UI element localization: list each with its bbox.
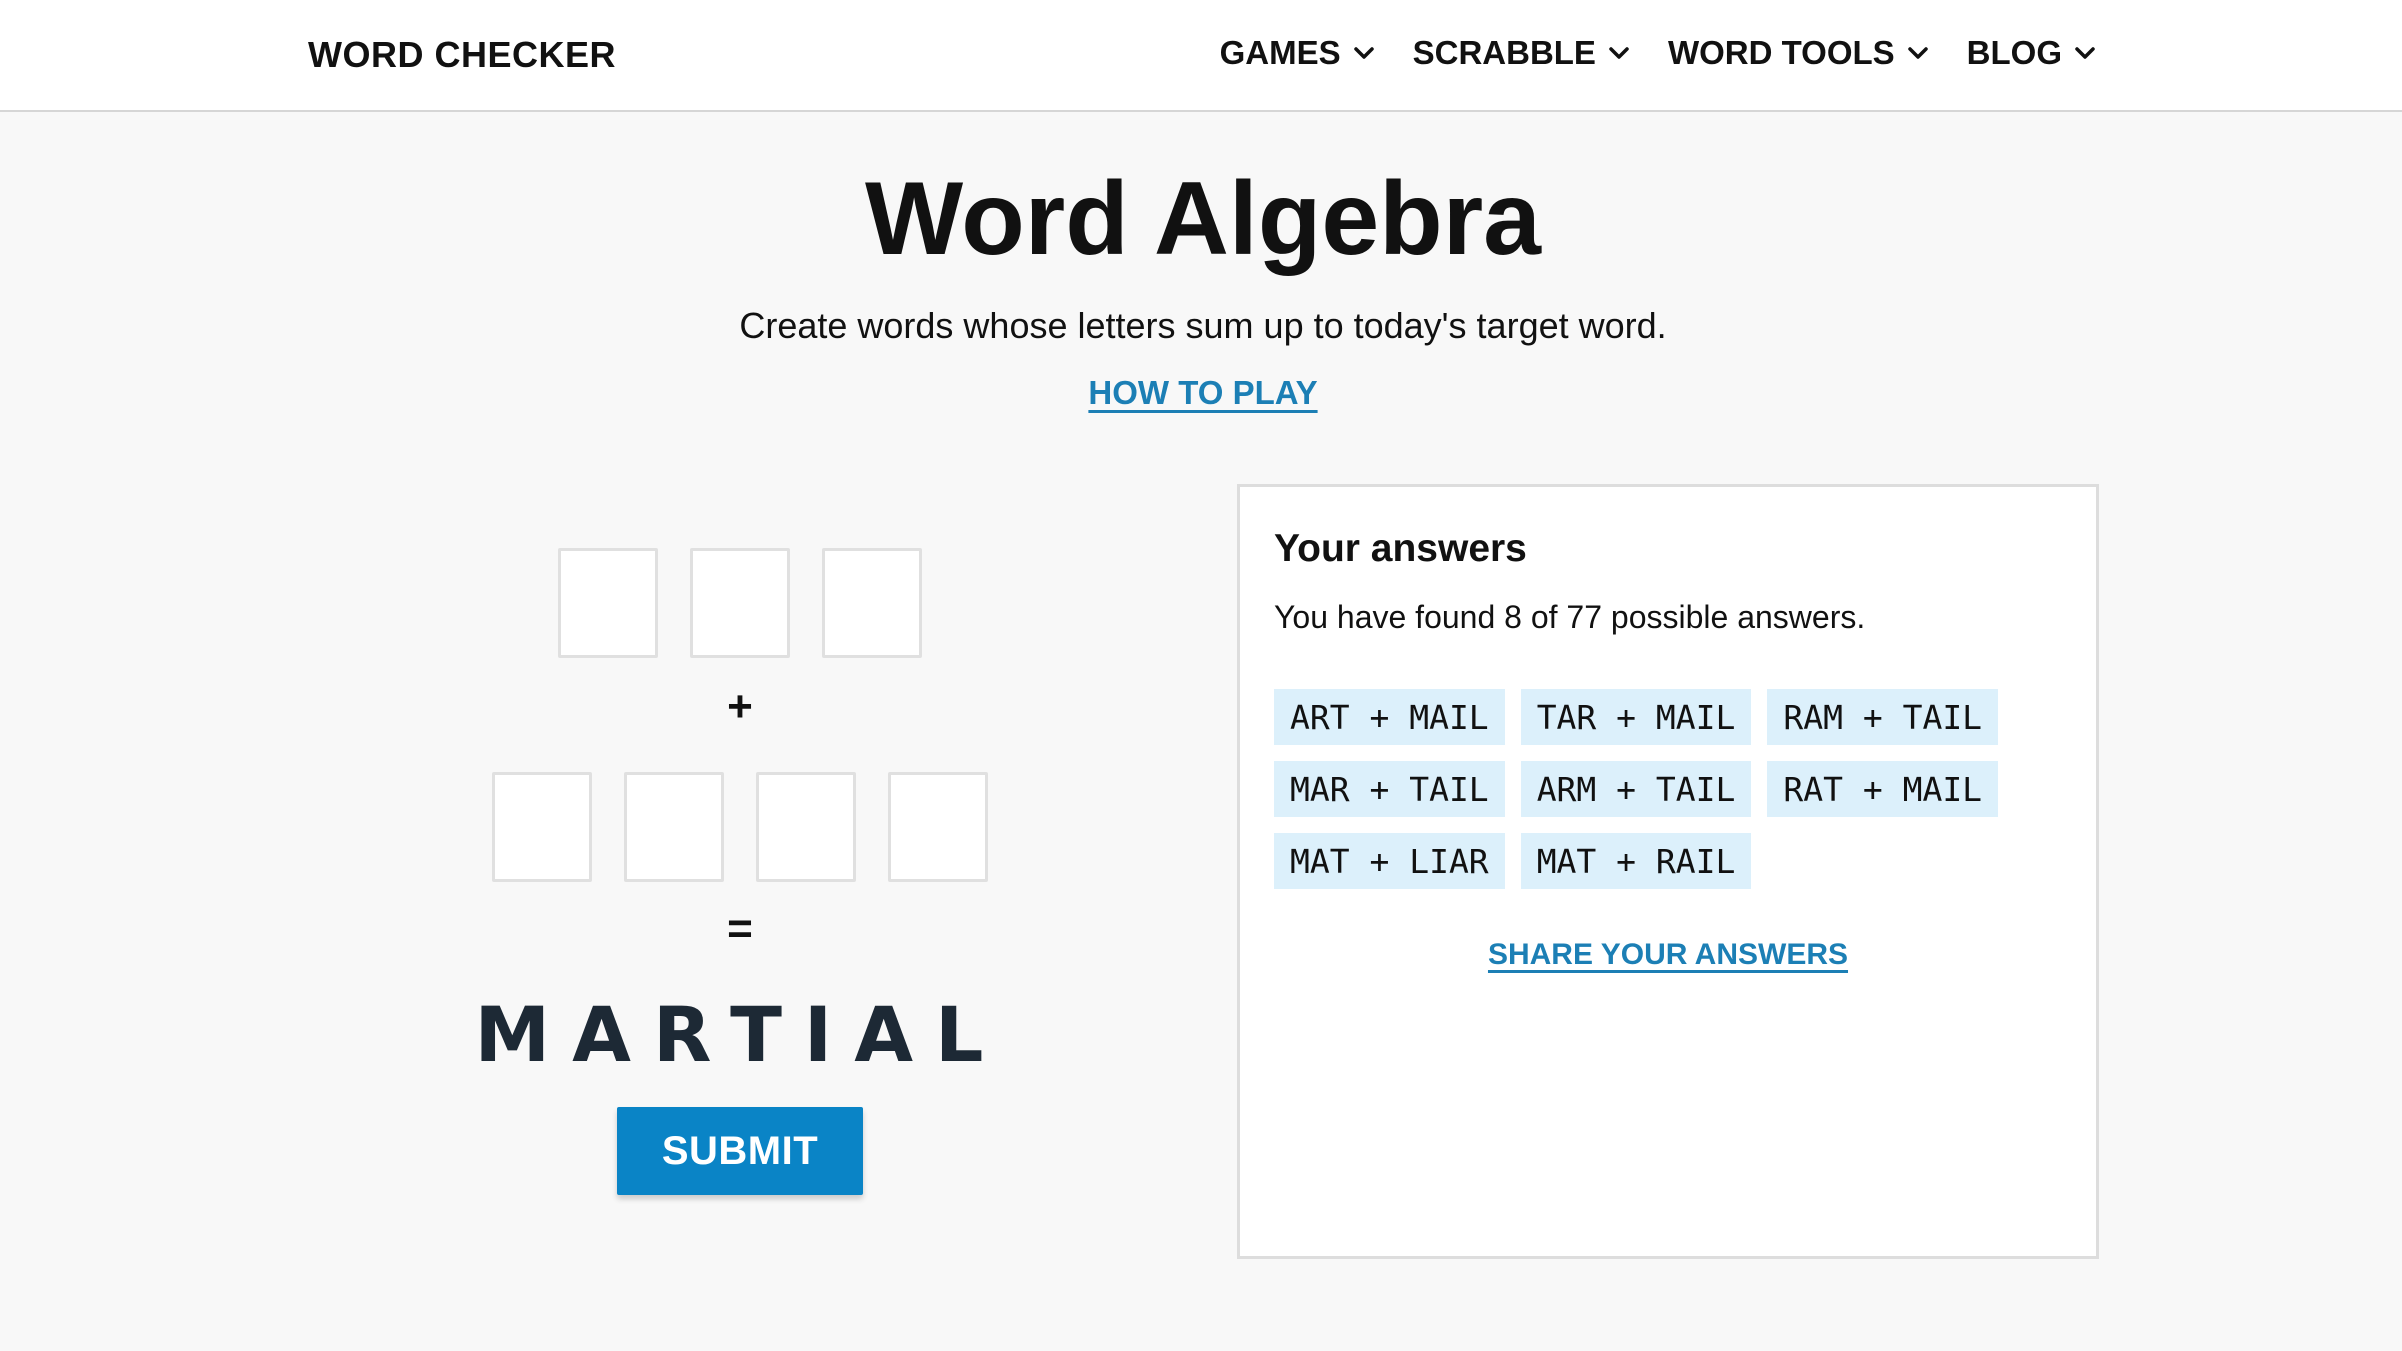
plus-sign: + bbox=[727, 682, 753, 731]
chevron-down-icon bbox=[1353, 42, 1375, 64]
page-title: Word Algebra bbox=[864, 161, 1542, 277]
answer-chip: ARM + TAIL bbox=[1521, 761, 1752, 817]
nav-word-tools-label: WORD TOOLS bbox=[1667, 34, 1895, 71]
answers-list bbox=[1274, 689, 2064, 889]
answer-chip: ART + MAIL bbox=[1274, 689, 1505, 745]
first-word-letter-box-3[interactable] bbox=[822, 548, 922, 658]
first-word-letter-box-1[interactable] bbox=[558, 548, 658, 658]
share-answers-link[interactable]: SHARE YOUR ANSWERS bbox=[1487, 938, 1849, 971]
answer-chip: MAR + TAIL bbox=[1274, 761, 1505, 817]
nav-games-label: GAMES bbox=[1219, 34, 1341, 71]
top-navigation-bar bbox=[0, 0, 2402, 112]
answer-chip: TAR + MAIL bbox=[1521, 689, 1752, 745]
submit-button[interactable]: SUBMIT bbox=[617, 1107, 863, 1195]
answers-panel bbox=[1237, 484, 2099, 1259]
site-logo[interactable]: WORD CHECKER bbox=[308, 34, 616, 75]
main-nav bbox=[1220, 34, 2096, 72]
equals-sign: = bbox=[727, 904, 753, 953]
how-to-play-link[interactable]: HOW TO PLAY bbox=[1088, 374, 1318, 411]
nav-games[interactable] bbox=[1220, 34, 1375, 72]
second-word-letter-box-4[interactable] bbox=[888, 772, 988, 882]
first-word-letter-box-2[interactable] bbox=[690, 548, 790, 658]
how-to-play-wrapper bbox=[0, 374, 2402, 412]
chevron-down-icon bbox=[1608, 42, 1630, 64]
page-subtitle: Create words whose letters sum up to today's target word. bbox=[739, 305, 1667, 346]
answer-chip: MAT + LIAR bbox=[1274, 833, 1505, 889]
answers-progress-text: You have found 8 of 77 possible answers. bbox=[1274, 599, 1866, 635]
second-word-letter-box-2[interactable] bbox=[624, 772, 724, 882]
share-wrapper bbox=[1240, 938, 2096, 972]
chevron-down-icon bbox=[1907, 42, 1929, 64]
answer-chip: RAM + TAIL bbox=[1767, 689, 1998, 745]
target-word: MARTIAL bbox=[474, 990, 1006, 1079]
nav-word-tools[interactable] bbox=[1668, 34, 1929, 72]
nav-blog-label: BLOG bbox=[1966, 34, 2062, 71]
nav-scrabble-label: SCRABBLE bbox=[1412, 34, 1596, 71]
nav-blog[interactable] bbox=[1967, 34, 2096, 72]
second-word-letter-box-1[interactable] bbox=[492, 772, 592, 882]
answer-chip: MAT + RAIL bbox=[1521, 833, 1752, 889]
chevron-down-icon bbox=[2074, 42, 2096, 64]
second-word-letter-box-3[interactable] bbox=[756, 772, 856, 882]
nav-scrabble[interactable] bbox=[1413, 34, 1630, 72]
answers-title: Your answers bbox=[1274, 527, 1527, 570]
answer-chip: RAT + MAIL bbox=[1767, 761, 1998, 817]
